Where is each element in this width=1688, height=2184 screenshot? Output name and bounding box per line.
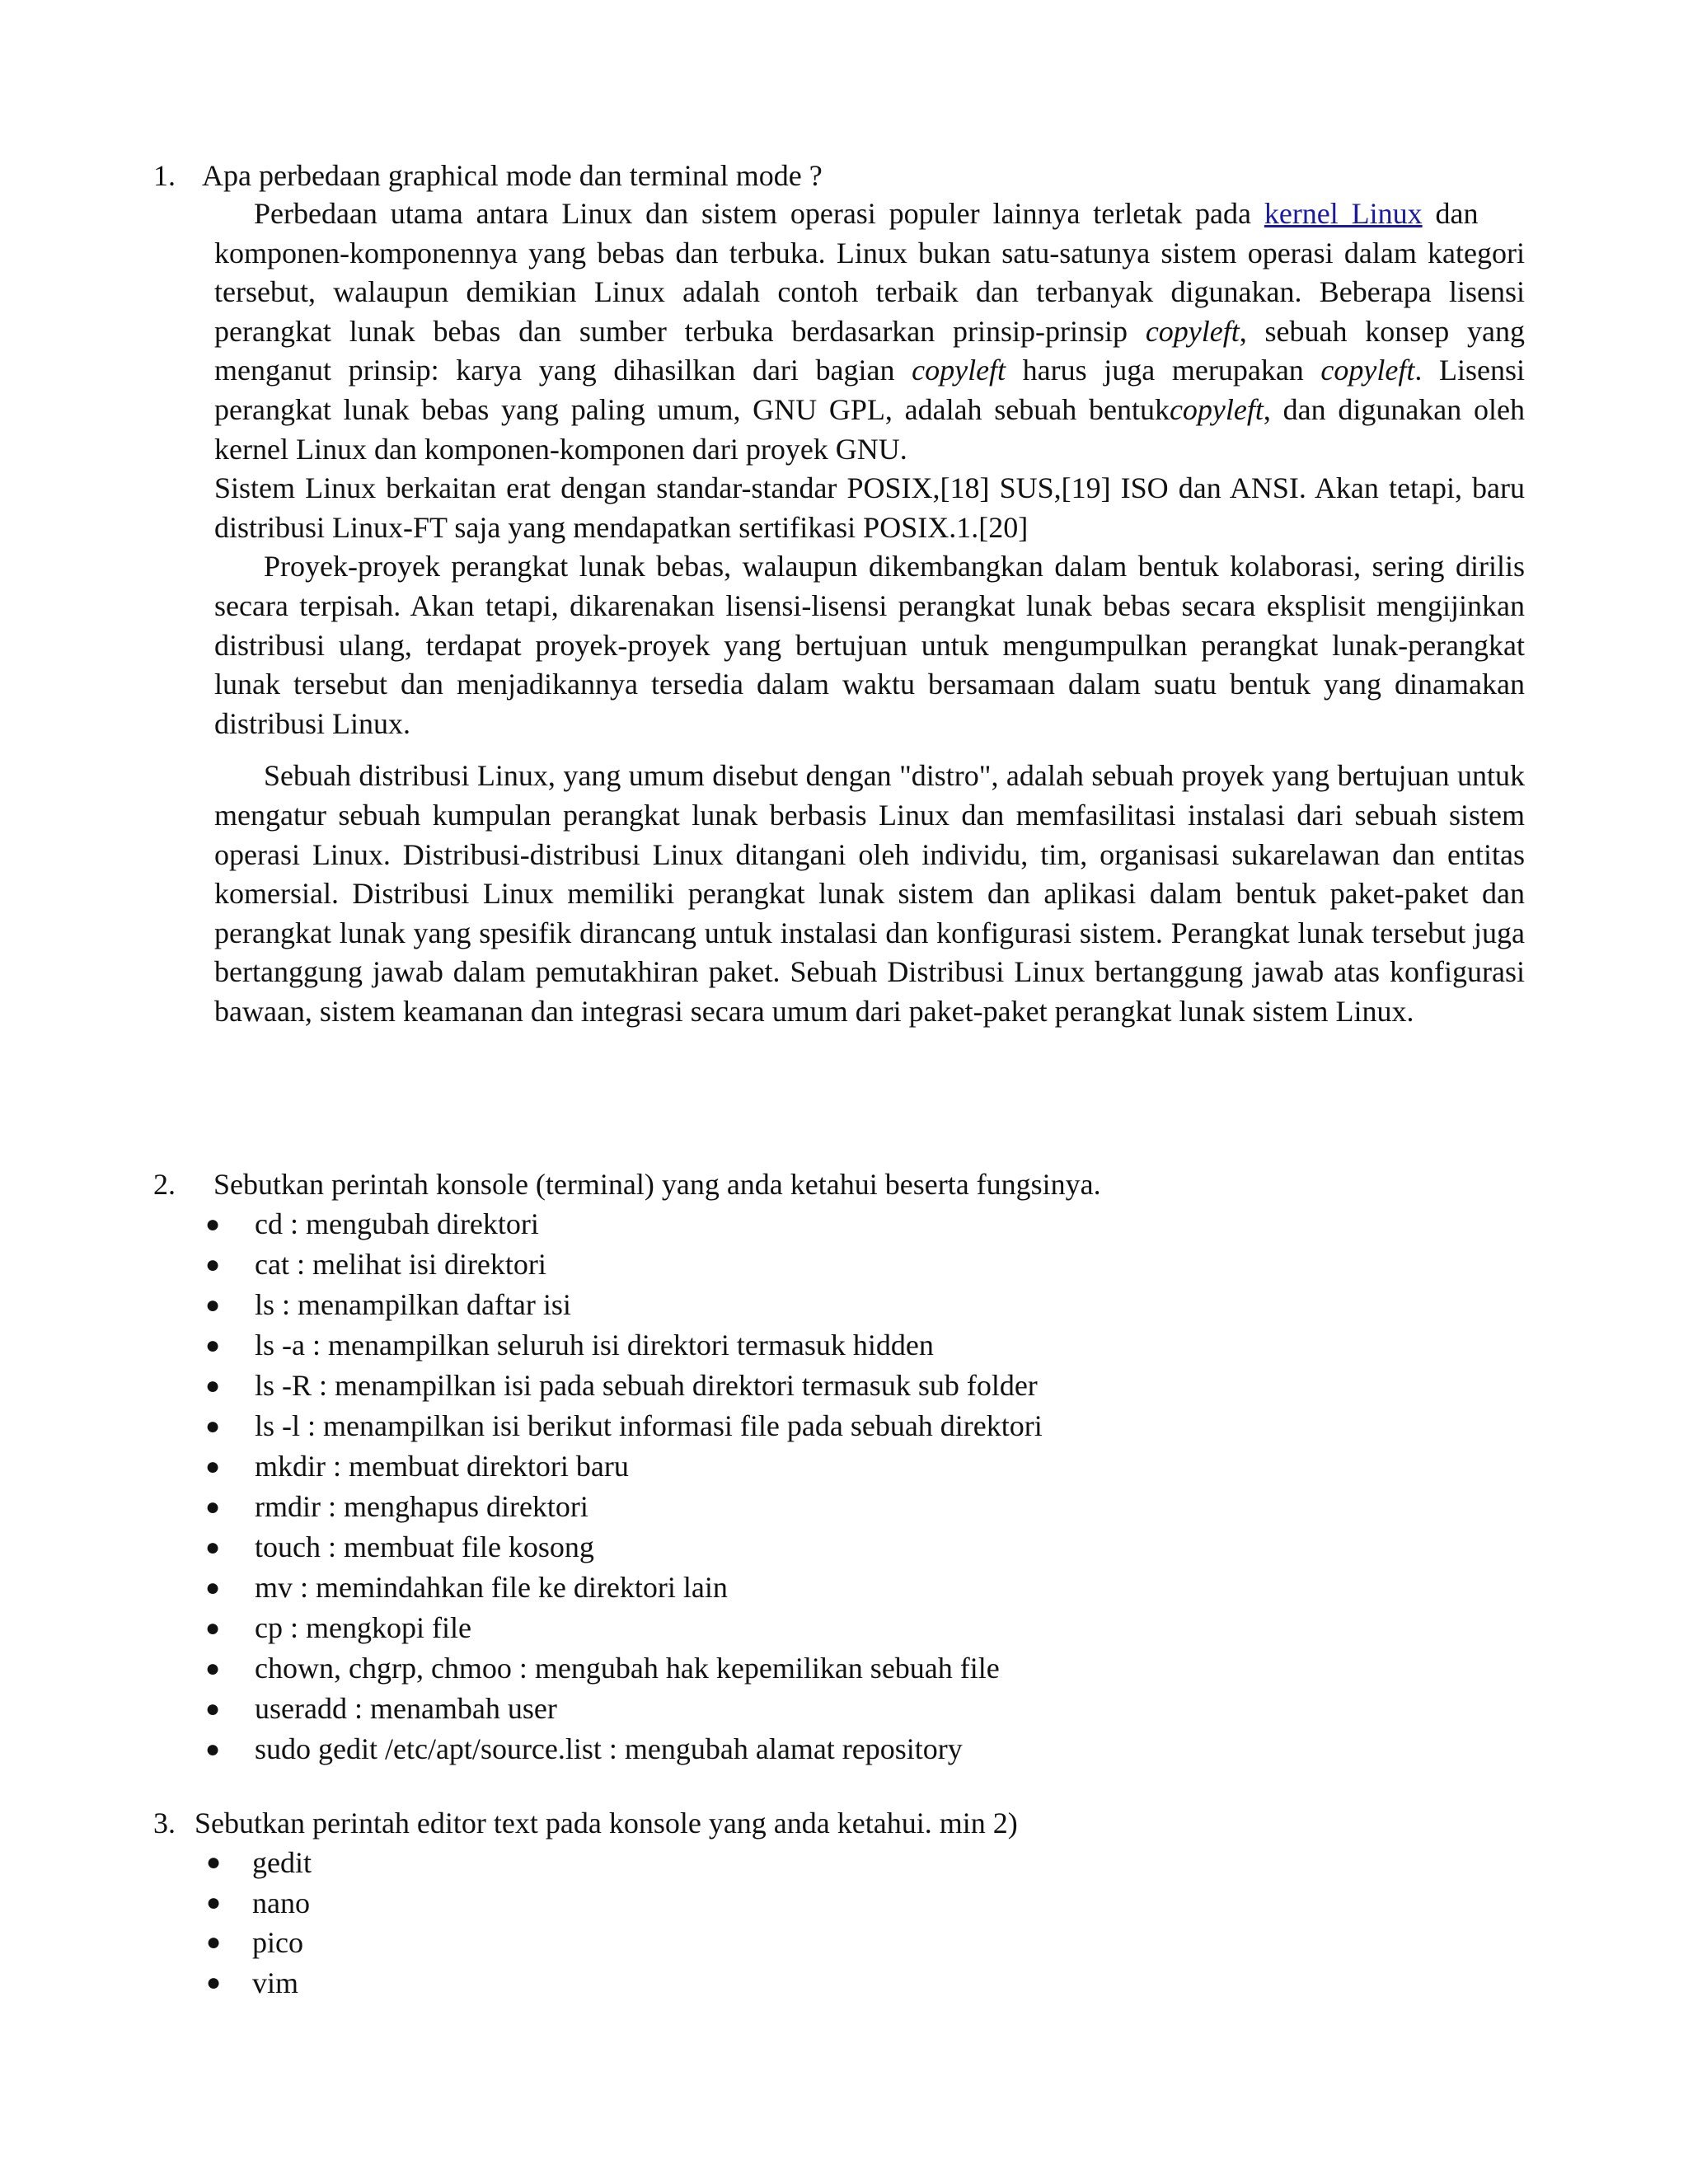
question-1-text: Apa perbedaan graphical mode dan terminal mode ?	[202, 159, 823, 192]
bullet-icon: ●	[205, 1211, 221, 1238]
editor-item-text: pico	[252, 1926, 303, 1959]
command-item-text: sudo gedit /etc/apt/source.list : mengubah alamat repository	[255, 1732, 963, 1765]
bullet-icon: ●	[206, 1929, 222, 1956]
answer-1-paragraph-1: Perbedaan utama antara Linux dan sistem operasi populer lainnya terletak pada kernel Linux dan komponen-komponennya yang bebas dan terbuka. Linux bukan satu-satunya sistem operasi dalam kategori tersebut, walaupun demikian Linux adalah contoh terbaik dan terbanyak digunakan. Beberapa lisensi perangkat lunak bebas dan sumber terbuka berdasarkan prinsip-prinsip copyleft, sebuah konsep yang menganut prinsip: karya yang dihasilkan dari bagian copyleft harus juga merupakan copyleft. Lisensi perangkat lunak bebas yang paling umum, GNU GPL, adalah sebuah bentukcopyleft, dan digunakan oleh kernel Linux dan komponen-komponen dari proyek GNU.	[214, 197, 1526, 466]
editor-item-text: vim	[252, 1966, 299, 1999]
command-item	[205, 1608, 1043, 1648]
answer-1-paragraph-3: Proyek-proyek perangkat lunak bebas, walaupun dikembangkan dalam bentuk kolaborasi, sering dirilis secara terpisah. Akan tetapi, dikarenakan lisensi-lisensi perangkat lunak bebas secara eksplisit mengijinkan distribusi ulang, terdapat proyek-proyek yang bertujuan untuk mengumpulkan perangkat lunak-perangkat lunak tersebut dan menjadikannya tersedia dalam waktu bersamaan dalam suatu bentuk yang dinamakan distribusi Linux.	[214, 550, 1525, 740]
answer-1-body	[214, 194, 1525, 1031]
editor-item	[206, 1923, 312, 1963]
command-item	[205, 1689, 1043, 1729]
question-2-number: 2.	[153, 1168, 176, 1201]
editor-item	[206, 1843, 312, 1883]
editor-list	[206, 1843, 312, 2003]
bullet-icon: ●	[205, 1534, 221, 1561]
bullet-icon: ●	[205, 1372, 221, 1399]
command-item	[205, 1527, 1043, 1568]
command-item	[205, 1568, 1043, 1608]
command-list	[205, 1204, 1043, 1769]
command-item	[205, 1729, 1043, 1769]
bullet-icon: ●	[206, 1849, 222, 1876]
command-item-text: rmdir : menghapus direktori	[255, 1490, 588, 1523]
command-item-text: mkdir : membuat direktori baru	[255, 1450, 629, 1483]
bullet-icon: ●	[205, 1655, 221, 1682]
bullet-icon: ●	[205, 1332, 221, 1359]
bullet-icon: ●	[205, 1251, 221, 1278]
kernel-linux-link[interactable]: kernel Linux	[1264, 197, 1423, 230]
question-3-number: 3.	[153, 1807, 176, 1840]
bullet-icon: ●	[205, 1413, 221, 1440]
command-item-text: ls -a : menampilkan seluruh isi direktori termasuk hidden	[255, 1329, 934, 1361]
command-item	[205, 1446, 1043, 1487]
editor-item	[206, 1963, 312, 2004]
bullet-icon: ●	[205, 1453, 221, 1480]
bullet-icon: ●	[205, 1695, 221, 1722]
question-2-text: Sebutkan perintah konsole (terminal) yang anda ketahui beserta fungsinya.	[213, 1168, 1101, 1201]
bullet-icon: ●	[205, 1493, 221, 1521]
bullet-icon: ●	[205, 1736, 221, 1763]
command-item	[205, 1366, 1043, 1406]
question-1-number: 1.	[153, 159, 176, 192]
answer-1-paragraph-4: Sebuah distribusi Linux, yang umum disebut dengan "distro", adalah sebuah proyek yang bertujuan untuk mengatur sebuah kumpulan perangkat lunak berbasis Linux dan memfasilitasi instalasi dari sebuah sistem operasi Linux. Distribusi-distribusi Linux ditangani oleh individu, tim, organisasi sukarelawan dan entitas komersial. Distribusi Linux memiliki perangkat lunak sistem dan aplikasi dalam bentuk paket-paket dan perangkat lunak yang spesifik dirancang untuk instalasi dan konfigurasi sistem. Perangkat lunak tersebut juga bertanggung jawab dalam pemutakhiran paket. Sebuah Distribusi Linux bertanggung jawab atas konfigurasi bawaan, sistem keamanan dan integrasi secara umum dari paket-paket perangkat lunak sistem Linux.	[214, 759, 1525, 1028]
command-item-text: cd : mengubah direktori	[255, 1207, 539, 1240]
command-item	[205, 1244, 1043, 1285]
command-item	[205, 1285, 1043, 1325]
bullet-icon: ●	[206, 1888, 222, 1916]
command-item	[205, 1487, 1043, 1527]
editor-item	[206, 1883, 312, 1924]
bullet-icon: ●	[206, 1968, 222, 1996]
editor-item-text: nano	[252, 1886, 310, 1919]
command-item-text: cat : melihat isi direktori	[255, 1248, 546, 1281]
command-item-text: ls -l : menampilkan isi berikut informasi file pada sebuah direktori	[255, 1409, 1043, 1442]
command-item-text: touch : membuat file kosong	[255, 1530, 594, 1563]
question-3-text: Sebutkan perintah editor text pada konsole yang anda ketahui. min 2)	[195, 1807, 1018, 1840]
command-item-text: chown, chgrp, chmoo : mengubah hak kepemilikan sebuah file	[255, 1652, 1000, 1685]
command-item-text: ls : menampilkan daftar isi	[255, 1288, 571, 1321]
command-item-text: cp : mengkopi file	[255, 1611, 471, 1644]
command-item	[205, 1204, 1043, 1244]
command-item	[205, 1406, 1043, 1446]
command-item-text: ls -R : menampilkan isi pada sebuah direktori termasuk sub folder	[255, 1369, 1038, 1402]
command-item-text: useradd : menambah user	[255, 1692, 557, 1725]
bullet-icon: ●	[205, 1291, 221, 1319]
answer-1-paragraph-2: Sistem Linux berkaitan erat dengan standar-standar POSIX,[18] SUS,[19] ISO dan ANSI. Akan tetapi, baru distribusi Linux-FT saja yang mendapatkan sertifikasi POSIX.1.[20]	[214, 471, 1525, 544]
bullet-icon: ●	[205, 1615, 221, 1642]
command-item	[205, 1325, 1043, 1366]
command-item	[205, 1648, 1043, 1689]
editor-item-text: gedit	[252, 1846, 312, 1879]
bullet-icon: ●	[205, 1574, 221, 1601]
command-item-text: mv : memindahkan file ke direktori lain	[255, 1571, 728, 1604]
